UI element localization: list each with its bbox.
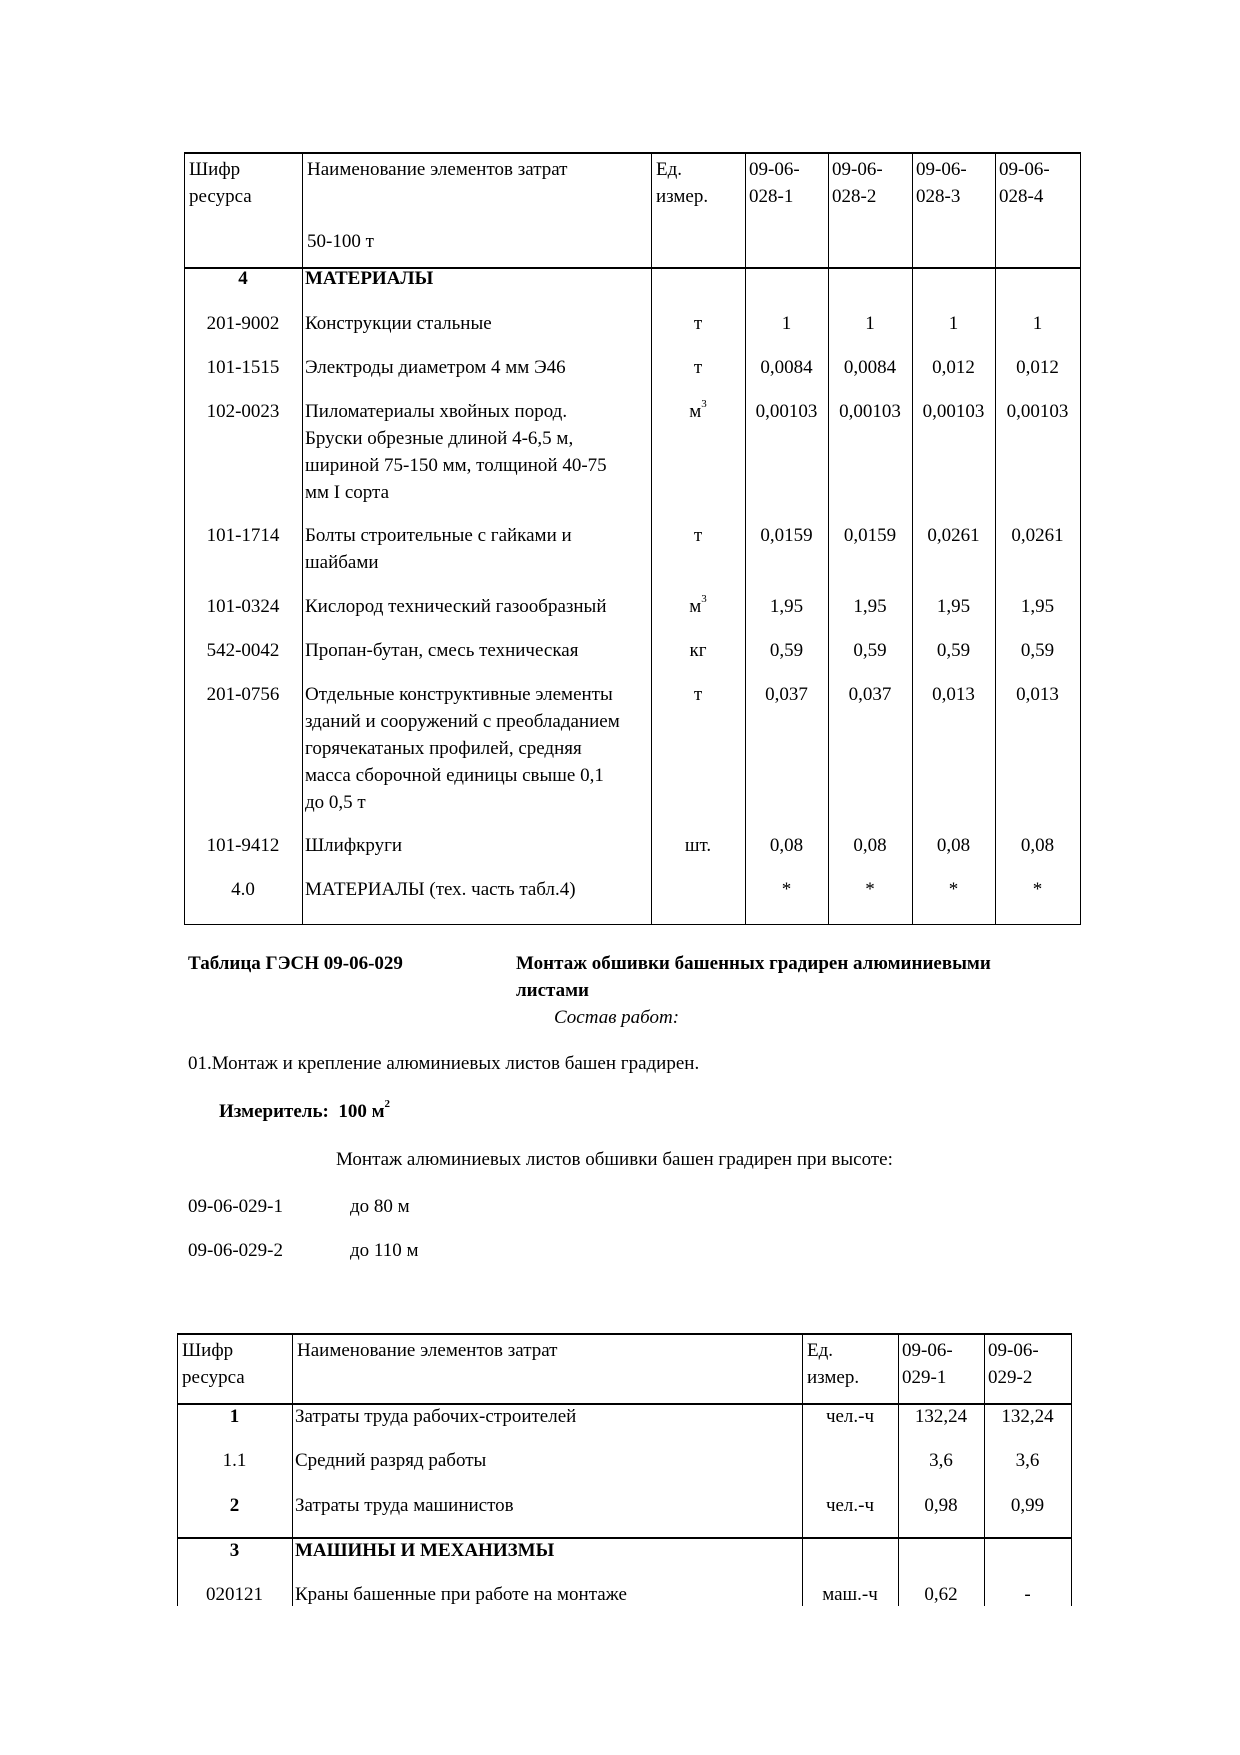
header-column: 029-1	[902, 1367, 947, 1388]
row-name: Конструкции стальные	[305, 313, 492, 334]
row-value: 3,6	[1015, 1450, 1040, 1471]
row-unit	[651, 310, 745, 337]
row-name: Отдельные конструктивные элементы	[305, 684, 613, 705]
variant-text: до 110 м	[350, 1240, 419, 1261]
row-code: 3	[229, 1540, 240, 1561]
row-code: 1.1	[222, 1450, 247, 1471]
row-value: 0,08	[1020, 835, 1055, 856]
row-unit	[651, 637, 745, 664]
row-name: МАТЕРИАЛЫ	[305, 268, 434, 289]
table-title-line: листами	[516, 980, 589, 1001]
row-unit	[651, 354, 745, 381]
row-value: 0,99	[1010, 1495, 1045, 1516]
header-column: 09-06-	[749, 159, 800, 180]
subtitle: Монтаж алюминиевых листов обшивки башен градирен при высоте:	[336, 1149, 893, 1170]
unit-text: т	[693, 684, 703, 705]
row-value: 0,08	[936, 835, 971, 856]
row-value: 0,08	[853, 835, 887, 856]
row-code: 101-1714	[206, 525, 280, 546]
table-column-line	[802, 1333, 803, 1606]
row-name: Пропан-бутан, смесь техническая	[305, 640, 579, 661]
variant-code: 09-06-029-1	[188, 1196, 283, 1217]
row-name: Пиломатериалы хвойных пород.	[305, 401, 568, 422]
row-value: 0,08	[769, 835, 804, 856]
header-column: 029-2	[988, 1367, 1033, 1388]
row-name: Болты строительные с гайками и	[305, 525, 572, 546]
row-value: 0,98	[924, 1495, 958, 1516]
row-value: 0,59	[853, 640, 887, 661]
row-code: 2	[229, 1495, 240, 1516]
variant-text: до 80 м	[350, 1196, 410, 1217]
row-value: 0,012	[1016, 357, 1059, 378]
header-name-extra: 50-100 т	[307, 231, 374, 252]
row-name: Электроды диаметром 4 мм Э46	[305, 357, 566, 378]
table-bottom-border	[184, 924, 1081, 925]
row-value: 0,0084	[843, 357, 897, 378]
row-unit	[651, 832, 745, 859]
row-value: 1,95	[936, 596, 971, 617]
row-code: 101-0324	[206, 596, 280, 617]
row-name: МАТЕРИАЛЫ (тех. часть табл.4)	[305, 879, 576, 900]
row-unit	[802, 1581, 898, 1608]
meter-value: 100 м	[338, 1101, 385, 1122]
row-name: зданий и сооружений с преобладанием	[305, 711, 620, 732]
row-value: 132,24	[1001, 1406, 1054, 1427]
row-value: 0,0159	[843, 525, 897, 546]
row-unit	[802, 1492, 898, 1519]
row-value: *	[1032, 879, 1043, 900]
unit-sup: 3	[701, 593, 707, 605]
row-value: 0,037	[765, 684, 808, 705]
row-code: 101-1515	[206, 357, 280, 378]
unit-sup: 3	[701, 398, 707, 410]
row-value: 0,013	[1016, 684, 1059, 705]
header-unit: измер.	[656, 186, 709, 207]
unit-text: чел.-ч	[825, 1406, 875, 1427]
row-value: 1	[781, 313, 792, 334]
meter-sup: 2	[384, 1098, 391, 1110]
row-name: Шлифкруги	[305, 835, 403, 856]
row-value: 0,012	[932, 357, 975, 378]
row-value: 1,95	[1020, 596, 1055, 617]
row-value: *	[781, 879, 792, 900]
header-column: 09-06-	[832, 159, 883, 180]
row-value: 1	[948, 313, 959, 334]
table-column-line	[292, 1333, 293, 1606]
header-unit: Ед.	[656, 159, 683, 180]
row-value: 3,6	[929, 1450, 953, 1471]
row-code: 020121	[206, 1584, 263, 1605]
header-column: 09-06-	[916, 159, 967, 180]
header-code: Шифр	[189, 159, 241, 180]
row-value: 0,00103	[755, 401, 818, 422]
table-column-line	[1071, 1333, 1072, 1606]
row-name: Затраты труда рабочих-строителей	[295, 1406, 577, 1427]
row-value: 0,037	[848, 684, 892, 705]
header-column: 028-4	[999, 186, 1044, 207]
variant-code: 09-06-029-2	[188, 1240, 283, 1261]
row-name: масса сборочной единицы свыше 0,1	[305, 765, 604, 786]
meter-label: Измеритель:	[219, 1101, 329, 1122]
row-value: 132,24	[914, 1406, 968, 1427]
unit-text: маш.-ч	[822, 1584, 878, 1605]
row-value: 0,0159	[760, 525, 813, 546]
header-unit: Ед.	[807, 1340, 834, 1361]
row-value: 0,00103	[922, 401, 985, 422]
row-name: Бруски обрезные длиной 4-6,5 м,	[305, 428, 574, 449]
header-unit: измер.	[807, 1367, 860, 1388]
row-value: 1	[1032, 313, 1043, 334]
meter	[219, 1098, 390, 1125]
row-name: Средний разряд работы	[295, 1450, 487, 1471]
row-unit	[651, 681, 745, 708]
row-name: шириной 75-150 мм, толщиной 40-75	[305, 455, 607, 476]
row-name: Затраты труда машинистов	[295, 1495, 514, 1516]
unit-text: м	[689, 596, 702, 617]
header-code: Шифр	[182, 1340, 234, 1361]
row-value: 1	[865, 313, 875, 334]
unit-text: кг	[689, 640, 707, 661]
row-value: 0,0261	[927, 525, 980, 546]
unit-text: м	[689, 401, 702, 422]
row-value: 0,59	[1020, 640, 1055, 661]
unit-text: т	[693, 357, 703, 378]
row-value: *	[948, 879, 959, 900]
unit-text: т	[693, 313, 703, 334]
row-code: 4	[238, 268, 248, 289]
row-code: 102-0023	[206, 401, 280, 422]
row-value: 0,0084	[760, 357, 813, 378]
row-unit	[651, 398, 745, 425]
row-value: 0,013	[932, 684, 975, 705]
row-name: мм I сорта	[305, 482, 390, 503]
table-top-border	[177, 1333, 1072, 1335]
header-code: ресурса	[189, 186, 252, 207]
row-value: 0,62	[924, 1584, 958, 1605]
row-code: 4.0	[231, 879, 255, 900]
row-name: шайбами	[305, 552, 379, 573]
work-item: 01.Монтаж и крепление алюминиевых листов башен градирен.	[188, 1053, 700, 1074]
row-value: 1,95	[769, 596, 804, 617]
header-column: 09-06-	[902, 1340, 953, 1361]
row-value: -	[1024, 1584, 1031, 1605]
composition-heading: Состав работ:	[554, 1007, 680, 1028]
row-name: Краны башенные при работе на монтаже	[295, 1584, 627, 1605]
header-column: 09-06-	[999, 159, 1050, 180]
header-column: 028-3	[916, 186, 961, 207]
table-label: Таблица ГЭСН 09-06-029	[188, 953, 403, 974]
unit-text: шт.	[684, 835, 712, 856]
row-name: МАШИНЫ И МЕХАНИЗМЫ	[295, 1540, 555, 1561]
row-unit	[651, 593, 745, 620]
row-value: 0,00103	[839, 401, 901, 422]
row-value: 0,59	[936, 640, 971, 661]
row-value: 0,59	[769, 640, 804, 661]
row-code: 201-0756	[206, 684, 280, 705]
table-title-line: Монтаж обшивки башенных градирен алюминиевыми	[516, 953, 991, 974]
row-code: 1	[229, 1406, 240, 1427]
header-name: Наименование элементов затрат	[307, 159, 568, 180]
header-code: ресурса	[182, 1367, 245, 1388]
header-column: 028-1	[749, 186, 794, 207]
row-value: 0,00103	[1006, 401, 1069, 422]
unit-text: чел.-ч	[825, 1495, 875, 1516]
table-top-border	[184, 152, 1081, 154]
row-code: 101-9412	[206, 835, 280, 856]
row-name: горячекатаных профилей, средняя	[305, 738, 582, 759]
header-name: Наименование элементов затрат	[297, 1340, 558, 1361]
row-value: 1,95	[853, 596, 887, 617]
row-code: 542-0042	[206, 640, 280, 661]
row-unit	[802, 1403, 898, 1430]
header-column: 028-2	[832, 186, 877, 207]
row-unit	[651, 522, 745, 549]
row-name: Кислород технический газообразный	[305, 596, 607, 617]
row-name: до 0,5 т	[305, 792, 366, 813]
row-value: *	[865, 879, 875, 900]
row-value: 0,0261	[1011, 525, 1064, 546]
unit-text: т	[693, 525, 703, 546]
header-column: 09-06-	[988, 1340, 1039, 1361]
row-code: 201-9002	[206, 313, 280, 334]
